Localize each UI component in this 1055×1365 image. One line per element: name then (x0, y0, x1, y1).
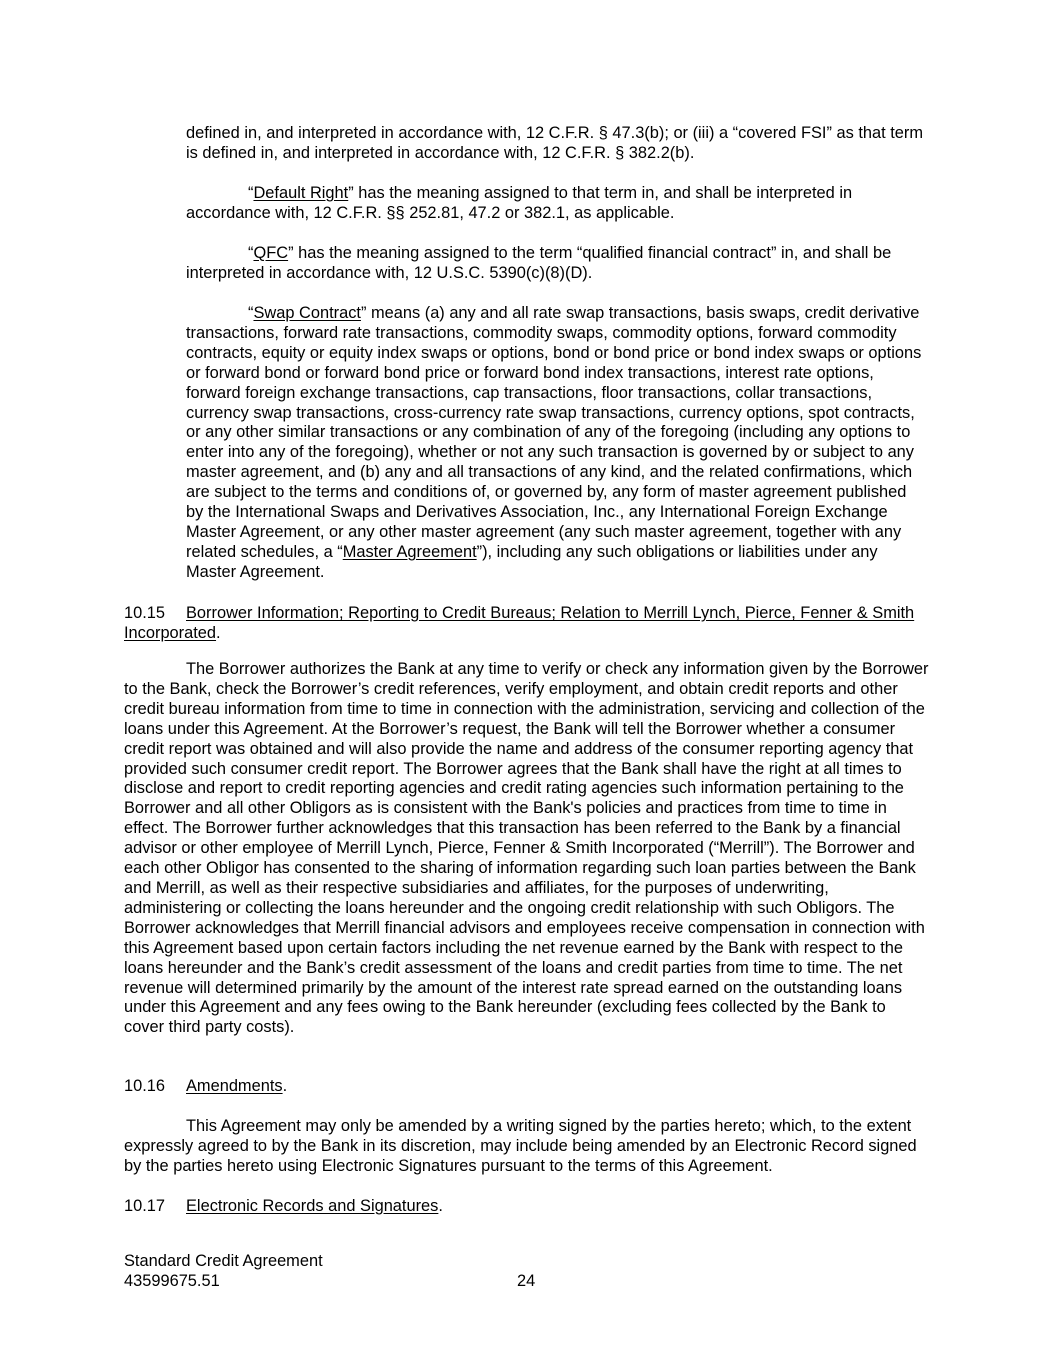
definition-default-right (186, 184, 926, 224)
section-number: 10.17 (124, 1197, 166, 1215)
section-body-10-16: This Agreement may only be amended by a writing signed by the parties hereto; which, to the extent expressly agreed to by the Bank in its discretion, may include being amended by an Electronic Record signed by the parties hereto using Electronic Signatures pursuant to the terms of this Agreement. (124, 1117, 917, 1175)
definition-swap-contract (186, 304, 926, 583)
heading-period: . (438, 1197, 443, 1215)
section-number: 10.16 (124, 1077, 166, 1095)
heading-period: . (216, 623, 221, 642)
section-title: Borrower Information; Reporting to Credit Bureaus; Relation to Merrill Lynch, Pierce, Fenner & Smith Incorporated (124, 604, 915, 642)
section-heading-10-16 (124, 1077, 930, 1097)
definition-text: ” has the meaning assigned to the term “qualified financial contract” in, and shall be interpreted in accordance with, 12 U.S.C. 5390(c)(8)(D). (186, 244, 892, 282)
heading-period: . (282, 1077, 288, 1095)
paragraph-covered-fsi-continuation: defined in, and interpreted in accordance with, 12 C.F.R. § 47.3(b); or (iii) a “covered FSI” as that term is defined in, and interpreted in accordance with, 12 C.F.R. § 382.2(b). (186, 124, 924, 162)
page-number: 24 (517, 1272, 536, 1290)
quote-open: “ (248, 184, 254, 202)
section-title: Electronic Records and Signatures (186, 1197, 439, 1215)
quote-open: “ (248, 304, 254, 322)
footer-title: Standard Credit Agreement (124, 1252, 323, 1270)
defined-term-swap-contract: Swap Contract (253, 304, 361, 322)
footer-doc-id: 43599675.51 (124, 1271, 220, 1290)
definition-text-end: ”), including any such obligations or liabilities under any Master Agreement. (186, 542, 878, 581)
footer (124, 1252, 323, 1292)
definition-text: ” has the meaning assigned to that term in, and shall be interpreted in accordance with, 12 C.F.R. §§ 252.81, 47.2 or 382.1, as applicable. (186, 184, 853, 222)
section-body-10-15: The Borrower authorizes the Bank at any time to verify or check any information given by the Borrower to the Bank, check the Borrower’s credit references, verify employment, and obtain credit reports and other credit bureau information from time to time in connection with the administration, servicing and collection of the loans under this Agreement. At the Borrower’s request, the Bank will tell the Borrower whether a consumer credit report was obtained and will also provide the name and address of the consumer reporting agency that provided such consumer credit report. The Borrower agrees that the Bank shall have the right at all times to disclose and report to credit reporting agencies and credit rating agencies such information pertaining to the Borrower and all other Obligors as is consistent with the Bank's policies and practices from time to time in effect. The Borrower further acknowledges that this transaction has been referred to the Bank by a financial advisor or other employee of Merrill Lynch, Pierce, Fenner & Smith Incorporated (“Merrill”). The Borrower and each other Obligor has consented to the sharing of information regarding such loan parties between the Bank and Merrill, as well as their respective subsidiaries and affiliates, for the purposes of underwriting, administering or collecting the loans hereunder and the ongoing credit relationship with such Obligors. The Borrower acknowledges that Merrill financial advisors and employees receive compensation in connection with this Agreement based upon certain factors including the net revenue earned by the Bank with respect to the loans hereunder and the Bank’s credit assessment of the loans and credit parties from time to time. The net revenue will determined primarily by the amount of the interest rate spread earned on the outstanding loans under this Agreement and any fees owing to the Bank hereunder (excluding fees collected by the Bank to cover third party costs). (124, 660, 929, 1037)
quote-open: “ (248, 244, 254, 262)
section-number: 10.15 (124, 604, 166, 622)
defined-term-qfc: QFC (253, 244, 289, 262)
defined-term-default-right: Default Right (253, 184, 349, 202)
defined-term-master-agreement: Master Agreement (342, 542, 477, 561)
section-heading-10-17 (124, 1197, 930, 1217)
definition-text: ” means (a) any and all rate swap transactions, basis swaps, credit derivative transactions, forward rate transactions, commodity swaps, commodity options, forward commodity contracts, equity or equity index swaps or options, bond or bond price or bond index swaps or options or forward bond or forward bond price or forward bond index transactions, interest rate options, forward foreign exchange transactions, cap transactions, floor transactions, collar transactions, currency swap transactions, cross-currency rate swap transactions, currency options, spot contracts, or any other similar transactions or any combination of any of the foregoing (including any options to enter into any of the foregoing), whether or not any such transaction is governed by or subject to any master agreement, and (b) any and all transactions of any kind, and the related confirmations, which are subject to the terms and conditions of, or governed by, any form of master agreement published by the International Swaps and Derivatives Association, Inc., any International Foreign Exchange Master Agreement, or any other master agreement (any such master agreement, together with any related schedules, a “ (186, 304, 922, 561)
section-heading-10-15 (124, 604, 930, 644)
section-title: Amendments (186, 1077, 283, 1095)
definition-qfc (186, 244, 926, 284)
